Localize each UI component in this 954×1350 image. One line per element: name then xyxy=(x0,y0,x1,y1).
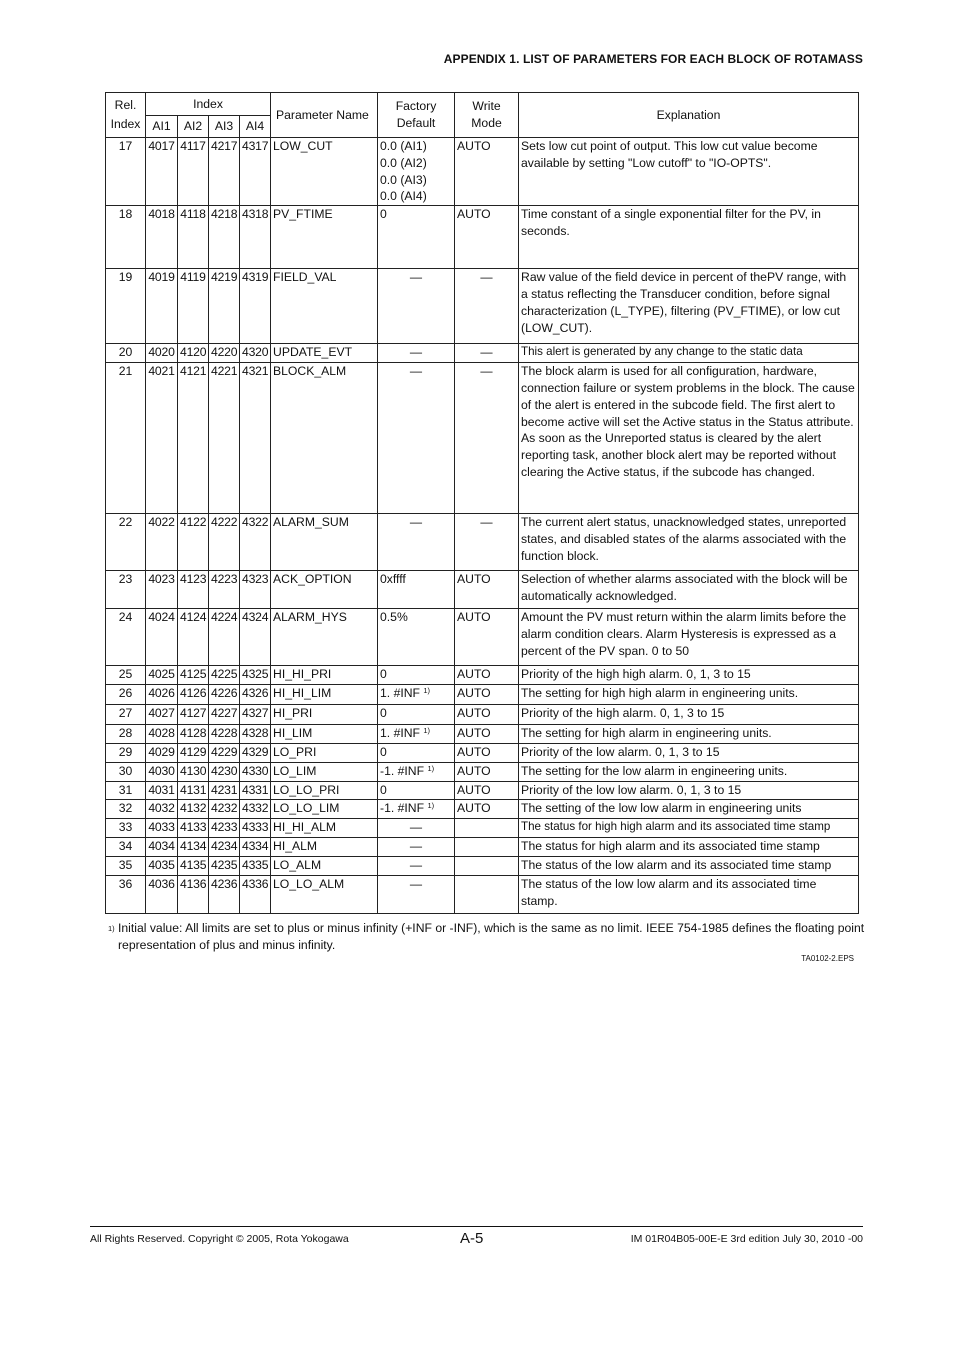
rel-index-cell: 19 xyxy=(106,269,146,344)
ai1-index-cell: 4022 xyxy=(146,514,178,571)
table-row xyxy=(106,744,859,763)
explanation-cell: The status for high high alarm and its associated time stamp xyxy=(519,818,859,837)
explanation-cell: Priority of the high high alarm. 0, 1, 3 to 15 xyxy=(519,666,859,685)
rel-index-cell: 33 xyxy=(106,818,146,837)
rel-index-cell: 26 xyxy=(106,685,146,705)
ai2-index-cell: 4117 xyxy=(178,138,209,206)
ai4-index-cell: 4331 xyxy=(240,782,271,800)
ai2-index-cell: 4134 xyxy=(178,837,209,856)
table-row xyxy=(106,837,859,856)
explanation-cell: The block alarm is used for all configuration, hardware, connection failure or system problems in the block. The cause of the alert is entered in the subcode field. The first alert to become active will set the Active status in the Status attribute. As soon as the Unreported status is cleared by the alert reporting task, another block alert may be reported without clearing the Active status, if the subcode has changed. xyxy=(519,363,859,514)
ai2-index-cell: 4124 xyxy=(178,609,209,666)
table-row xyxy=(106,363,859,514)
ai1-index-cell: 4021 xyxy=(146,363,178,514)
write-mode-cell: AUTO xyxy=(455,763,519,782)
ai2-index-cell: 4119 xyxy=(178,269,209,344)
explanation-cell: Amount the PV must return within the alarm limits before the alarm condition clears. Alarm Hysteresis is expressed as a percent of the PV span. 0 to 50 xyxy=(519,609,859,666)
table-row xyxy=(106,269,859,344)
page-header: APPENDIX 1. LIST OF PARAMETERS FOR EACH BLOCK OF ROTAMASS xyxy=(443,52,863,66)
factory-default-cell xyxy=(378,514,455,571)
write-mode-cell xyxy=(455,856,519,875)
factory-default-value: — xyxy=(409,515,423,530)
parameter-name-cell: BLOCK_ALM xyxy=(271,363,378,514)
ai2-index-cell: 4132 xyxy=(178,799,209,818)
ai1-index-cell: 4033 xyxy=(146,818,178,837)
ai4-index-cell: 4322 xyxy=(240,514,271,571)
rel-index-cell: 32 xyxy=(106,799,146,818)
write-mode-cell: AUTO xyxy=(455,725,519,744)
factory-default-cell xyxy=(378,799,455,818)
table-row xyxy=(106,609,859,666)
ai3-index-cell: 4226 xyxy=(209,685,240,705)
factory-default-value: -1. #INF xyxy=(380,800,425,815)
ai2-index-cell: 4127 xyxy=(178,705,209,725)
factory-default-value: 0.0 (AI1) xyxy=(380,139,427,153)
parameter-name-cell: HI_ALM xyxy=(271,837,378,856)
ai4-index-cell: 4325 xyxy=(240,666,271,685)
ai2-index-cell: 4136 xyxy=(178,875,209,913)
ai3-index-cell: 4235 xyxy=(209,856,240,875)
ai4-index-cell: 4323 xyxy=(240,571,271,609)
header-write-label: Write xyxy=(472,99,501,113)
factory-default-cell xyxy=(378,818,455,837)
ai3-index-cell: 4221 xyxy=(209,363,240,514)
parameter-name-cell: LO_LO_LIM xyxy=(271,799,378,818)
ai4-index-cell: 4318 xyxy=(240,206,271,269)
ai3-index-cell: 4234 xyxy=(209,837,240,856)
write-mode-cell: — xyxy=(455,363,519,514)
table-row xyxy=(106,705,859,725)
table-row xyxy=(106,725,859,744)
parameter-name-cell: LO_ALM xyxy=(271,856,378,875)
factory-default-value: — xyxy=(409,838,423,853)
ai2-index-cell: 4129 xyxy=(178,744,209,763)
explanation-cell: The setting of the low low alarm in engineering units xyxy=(519,799,859,818)
rel-index-cell: 18 xyxy=(106,206,146,269)
factory-default-cell xyxy=(378,856,455,875)
factory-default-cell xyxy=(378,571,455,609)
write-mode-cell: AUTO xyxy=(455,782,519,800)
ai4-index-cell: 4317 xyxy=(240,138,271,206)
ai1-index-cell: 4032 xyxy=(146,799,178,818)
ai3-index-cell: 4230 xyxy=(209,763,240,782)
footnote-text: Initial value: All limits are set to plus or minus infinity (+INF or -INF), which is the same as no limit. IEEE 754-1985 defines the floating point representation of plus and minus infinity. xyxy=(118,921,865,952)
table-row xyxy=(106,818,859,837)
header-ai2: AI2 xyxy=(178,116,209,138)
ai3-index-cell: 4218 xyxy=(209,206,240,269)
write-mode-cell: AUTO xyxy=(455,666,519,685)
factory-default-value: -1. #INF xyxy=(380,764,425,779)
ai3-index-cell: 4227 xyxy=(209,705,240,725)
explanation-cell: Priority of the low low alarm. 0, 1, 3 to 15 xyxy=(519,782,859,800)
factory-default-value: 1. #INF xyxy=(380,726,420,741)
explanation-cell: The setting for high high alarm in engineering units. xyxy=(519,685,859,705)
parameter-name-cell: LO_LO_ALM xyxy=(271,875,378,913)
factory-default-value: 1. #INF xyxy=(380,686,420,701)
factory-default-value: 0 xyxy=(380,783,387,798)
write-mode-cell: AUTO xyxy=(455,206,519,269)
write-mode-cell: AUTO xyxy=(455,138,519,206)
ai3-index-cell: 4219 xyxy=(209,269,240,344)
parameter-name-cell: ALARM_HYS xyxy=(271,609,378,666)
header-default-label: Default xyxy=(396,116,436,130)
ai1-index-cell: 4017 xyxy=(146,138,178,206)
factory-default-value: — xyxy=(409,876,423,891)
ai1-index-cell: 4030 xyxy=(146,763,178,782)
table-row xyxy=(106,344,859,363)
parameter-table xyxy=(105,92,859,914)
ai2-index-cell: 4128 xyxy=(178,725,209,744)
factory-default-value: 0 xyxy=(380,706,387,721)
ai4-index-cell: 4326 xyxy=(240,685,271,705)
explanation-cell: Time constant of a single exponential filter for the PV, in seconds. xyxy=(519,206,859,269)
header-factory-label: Factory xyxy=(395,99,437,113)
footnote xyxy=(108,920,868,954)
rel-index-cell: 28 xyxy=(106,725,146,744)
parameter-name-cell: HI_HI_ALM xyxy=(271,818,378,837)
explanation-cell: Priority of the high alarm. 0, 1, 3 to 15 xyxy=(519,705,859,725)
ai2-index-cell: 4120 xyxy=(178,344,209,363)
header-ai1: AI1 xyxy=(146,116,178,138)
footer-page-number: A-5 xyxy=(460,1230,484,1247)
ai4-index-cell: 4319 xyxy=(240,269,271,344)
parameter-name-cell: HI_PRI xyxy=(271,705,378,725)
ai2-index-cell: 4121 xyxy=(178,363,209,514)
ai3-index-cell: 4229 xyxy=(209,744,240,763)
ai3-index-cell: 4236 xyxy=(209,875,240,913)
parameter-name-cell: PV_FTIME xyxy=(271,206,378,269)
rel-index-cell: 34 xyxy=(106,837,146,856)
factory-default-cell xyxy=(378,837,455,856)
footnote-reference: 1) xyxy=(423,686,431,696)
ai1-index-cell: 4025 xyxy=(146,666,178,685)
factory-default-value: 0.0 (AI4) xyxy=(380,189,427,204)
factory-default-value: — xyxy=(409,345,423,360)
ai2-index-cell: 4133 xyxy=(178,818,209,837)
rel-index-cell: 25 xyxy=(106,666,146,685)
write-mode-cell: AUTO xyxy=(455,799,519,818)
ai1-index-cell: 4034 xyxy=(146,837,178,856)
parameter-name-cell: ALARM_SUM xyxy=(271,514,378,571)
ai1-index-cell: 4035 xyxy=(146,856,178,875)
ai3-index-cell: 4223 xyxy=(209,571,240,609)
factory-default-cell xyxy=(378,206,455,269)
write-mode-cell xyxy=(455,875,519,913)
parameter-name-cell: ACK_OPTION xyxy=(271,571,378,609)
table-row xyxy=(106,685,859,705)
ai1-index-cell: 4026 xyxy=(146,685,178,705)
rel-index-cell: 21 xyxy=(106,363,146,514)
factory-default-cell xyxy=(378,705,455,725)
ai2-index-cell: 4135 xyxy=(178,856,209,875)
factory-default-value: — xyxy=(409,857,423,872)
parameter-name-cell: HI_HI_LIM xyxy=(271,685,378,705)
ai1-index-cell: 4020 xyxy=(146,344,178,363)
ai4-index-cell: 4335 xyxy=(240,856,271,875)
factory-default-cell xyxy=(378,875,455,913)
ai1-index-cell: 4028 xyxy=(146,725,178,744)
ai3-index-cell: 4217 xyxy=(209,138,240,206)
factory-default-cell xyxy=(378,138,455,206)
parameter-name-cell: UPDATE_EVT xyxy=(271,344,378,363)
ai2-index-cell: 4125 xyxy=(178,666,209,685)
header-rel-index-label: Index xyxy=(110,117,141,131)
parameter-name-cell: LOW_CUT xyxy=(271,138,378,206)
write-mode-cell: AUTO xyxy=(455,705,519,725)
write-mode-cell: AUTO xyxy=(455,685,519,705)
ai3-index-cell: 4233 xyxy=(209,818,240,837)
header-rel-label: Rel. xyxy=(114,98,137,112)
footer-document-id: IM 01R04B05-00E-E 3rd edition July 30, 2010 -00 xyxy=(630,1233,863,1245)
explanation-cell: Selection of whether alarms associated with the block will be automatically acknowledged. xyxy=(519,571,859,609)
explanation-cell: This alert is generated by any change to the static data xyxy=(519,344,859,363)
ai2-index-cell: 4122 xyxy=(178,514,209,571)
ai3-index-cell: 4220 xyxy=(209,344,240,363)
ai2-index-cell: 4126 xyxy=(178,685,209,705)
factory-default-value: — xyxy=(409,270,423,285)
parameter-name-cell: LO_LIM xyxy=(271,763,378,782)
footnote-mark: 1) xyxy=(108,924,115,933)
ai3-index-cell: 4224 xyxy=(209,609,240,666)
table-row xyxy=(106,875,859,913)
table-row xyxy=(106,666,859,685)
ai3-index-cell: 4231 xyxy=(209,782,240,800)
table-row xyxy=(106,138,859,206)
factory-default-cell xyxy=(378,269,455,344)
rel-index-cell: 36 xyxy=(106,875,146,913)
ai4-index-cell: 4333 xyxy=(240,818,271,837)
factory-default-cell xyxy=(378,363,455,514)
explanation-cell: Sets low cut point of output. This low cut value become available by setting "Low cutoff" to "IO-OPTS". xyxy=(519,138,859,206)
write-mode-cell xyxy=(455,837,519,856)
rel-index-cell: 29 xyxy=(106,744,146,763)
factory-default-value: 0 xyxy=(380,745,387,760)
ai1-index-cell: 4024 xyxy=(146,609,178,666)
ai4-index-cell: 4334 xyxy=(240,837,271,856)
ai4-index-cell: 4324 xyxy=(240,609,271,666)
header-mode-label: Mode xyxy=(471,116,502,130)
ai1-index-cell: 4019 xyxy=(146,269,178,344)
factory-default-cell xyxy=(378,744,455,763)
rel-index-cell: 17 xyxy=(106,138,146,206)
table-row xyxy=(106,782,859,800)
header-parameter-name: Parameter Name xyxy=(271,93,378,138)
footnote-reference: 1) xyxy=(427,764,435,774)
factory-default-cell xyxy=(378,344,455,363)
rel-index-cell: 22 xyxy=(106,514,146,571)
header-write-mode xyxy=(455,93,519,138)
ai4-index-cell: 4329 xyxy=(240,744,271,763)
factory-default-cell xyxy=(378,609,455,666)
write-mode-cell: — xyxy=(455,344,519,363)
parameter-name-cell: FIELD_VAL xyxy=(271,269,378,344)
footer-rule xyxy=(90,1226,863,1227)
ai1-index-cell: 4027 xyxy=(146,705,178,725)
ai1-index-cell: 4029 xyxy=(146,744,178,763)
ai4-index-cell: 4328 xyxy=(240,725,271,744)
factory-default-value: 0xffff xyxy=(380,572,406,587)
write-mode-cell: AUTO xyxy=(455,571,519,609)
rel-index-cell: 20 xyxy=(106,344,146,363)
parameter-name-cell: HI_LIM xyxy=(271,725,378,744)
explanation-cell: The status for high alarm and its associated time stamp xyxy=(519,837,859,856)
table-row xyxy=(106,763,859,782)
ai2-index-cell: 4131 xyxy=(178,782,209,800)
ai1-index-cell: 4031 xyxy=(146,782,178,800)
rel-index-cell: 23 xyxy=(106,571,146,609)
table-header-row xyxy=(106,93,859,116)
ai4-index-cell: 4330 xyxy=(240,763,271,782)
table-row xyxy=(106,206,859,269)
table-row xyxy=(106,856,859,875)
footer-copyright: All Rights Reserved. Copyright © 2005, Rota Yokogawa xyxy=(90,1233,349,1245)
header-factory-default xyxy=(378,93,455,138)
ai3-index-cell: 4222 xyxy=(209,514,240,571)
header-ai4: AI4 xyxy=(240,116,271,138)
ai4-index-cell: 4320 xyxy=(240,344,271,363)
header-rel-index xyxy=(106,93,146,138)
factory-default-value: 0 xyxy=(380,667,387,682)
rel-index-cell: 35 xyxy=(106,856,146,875)
explanation-cell: The setting for high alarm in engineering units. xyxy=(519,725,859,744)
rel-index-cell: 24 xyxy=(106,609,146,666)
ai4-index-cell: 4327 xyxy=(240,705,271,725)
explanation-cell: The setting for the low alarm in engineering units. xyxy=(519,763,859,782)
factory-default-cell xyxy=(378,666,455,685)
parameter-name-cell: HI_HI_PRI xyxy=(271,666,378,685)
rel-index-cell: 31 xyxy=(106,782,146,800)
factory-default-value: — xyxy=(409,364,423,379)
ai1-index-cell: 4018 xyxy=(146,206,178,269)
explanation-cell: Priority of the low alarm. 0, 1, 3 to 15 xyxy=(519,744,859,763)
ai4-index-cell: 4321 xyxy=(240,363,271,514)
footnote-reference: 1) xyxy=(427,800,435,810)
ai4-index-cell: 4336 xyxy=(240,875,271,913)
parameter-name-cell: LO_LO_PRI xyxy=(271,782,378,800)
table-row xyxy=(106,571,859,609)
ai2-index-cell: 4130 xyxy=(178,763,209,782)
explanation-cell: The status of the low low alarm and its associated time stamp. xyxy=(519,875,859,913)
write-mode-cell: AUTO xyxy=(455,609,519,666)
explanation-cell: The current alert status, unacknowledged states, unreported states, and disabled states of the alarms associated with the function block. xyxy=(519,514,859,571)
figure-id: TA0102-2.EPS xyxy=(801,954,854,963)
explanation-cell: Raw value of the field device in percent of thePV range, with a status reflecting the Transducer condition, before signal characterization (L_TYPE), filtering (PV_FTIME), or low cut (LOW_CUT). xyxy=(519,269,859,344)
table-row xyxy=(106,514,859,571)
ai3-index-cell: 4228 xyxy=(209,725,240,744)
parameter-name-cell: LO_PRI xyxy=(271,744,378,763)
ai1-index-cell: 4036 xyxy=(146,875,178,913)
factory-default-value: 0 xyxy=(380,207,387,222)
factory-default-value: 0.0 (AI2) xyxy=(380,155,427,170)
factory-default-cell xyxy=(378,685,455,705)
factory-default-cell xyxy=(378,725,455,744)
write-mode-cell xyxy=(455,818,519,837)
explanation-cell: The status of the low alarm and its associated time stamp xyxy=(519,856,859,875)
table-row xyxy=(106,799,859,818)
factory-default-value: 0.0 (AI3) xyxy=(380,172,427,187)
header-ai3: AI3 xyxy=(209,116,240,138)
header-index: Index xyxy=(146,93,271,116)
header-explanation: Explanation xyxy=(519,93,859,138)
write-mode-cell: — xyxy=(455,269,519,344)
ai3-index-cell: 4225 xyxy=(209,666,240,685)
ai1-index-cell: 4023 xyxy=(146,571,178,609)
write-mode-cell: AUTO xyxy=(455,744,519,763)
factory-default-cell xyxy=(378,763,455,782)
ai2-index-cell: 4123 xyxy=(178,571,209,609)
rel-index-cell: 30 xyxy=(106,763,146,782)
factory-default-value: — xyxy=(409,819,423,834)
factory-default-value: 0.5% xyxy=(380,610,408,625)
ai4-index-cell: 4332 xyxy=(240,799,271,818)
write-mode-cell: — xyxy=(455,514,519,571)
ai3-index-cell: 4232 xyxy=(209,799,240,818)
footnote-reference: 1) xyxy=(423,726,431,736)
ai2-index-cell: 4118 xyxy=(178,206,209,269)
factory-default-cell xyxy=(378,782,455,800)
rel-index-cell: 27 xyxy=(106,705,146,725)
